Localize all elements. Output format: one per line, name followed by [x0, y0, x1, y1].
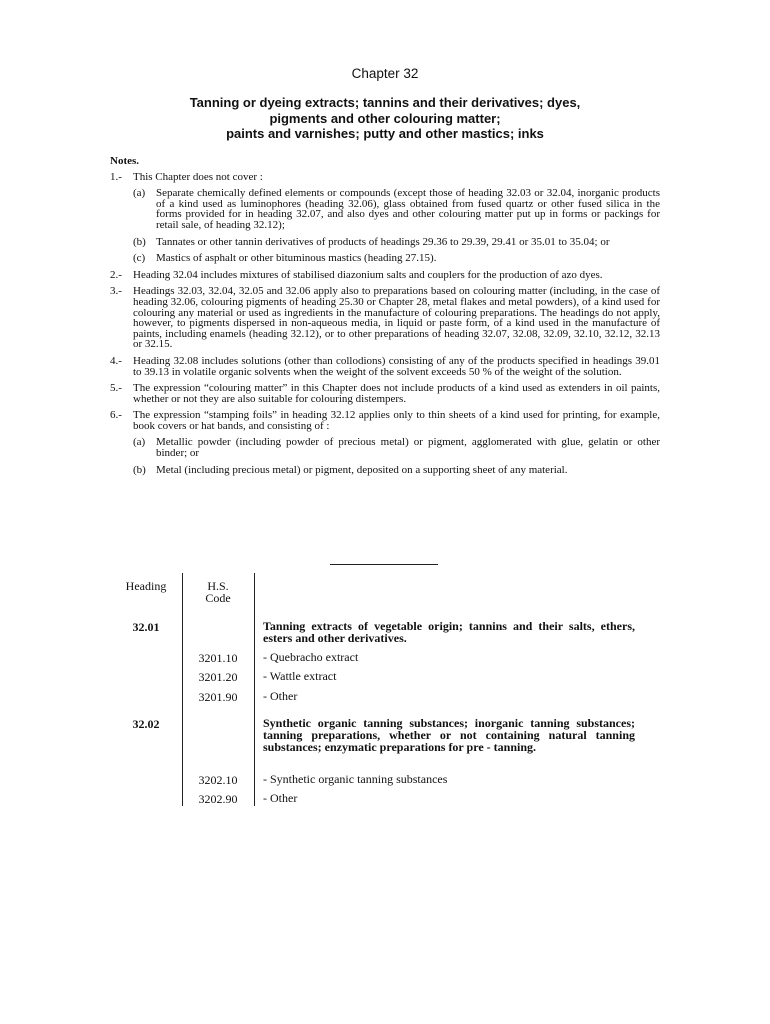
hs-header-line: H.S.: [207, 579, 229, 593]
note-text: The expression “stamping foils” in heading 32.12 applies only to thin sheets of a kind used for printing, for example, book covers or hat bands, and consisting of :: [133, 409, 660, 432]
heading-description: Tanning extracts of vegetable origin; tannins and their salts, ethers, esters and other derivatives.: [263, 619, 635, 645]
note-number: 4.-: [110, 354, 122, 367]
note-number: 3.-: [110, 285, 122, 298]
title-line: pigments and other colouring matter;: [269, 110, 501, 126]
chapter-label: Chapter 32: [351, 66, 419, 81]
hs-code: 3202.10: [198, 773, 238, 787]
note-1: [110, 172, 660, 183]
note-3: [110, 286, 660, 350]
note-1-subitems: [133, 188, 660, 264]
subitem-text: Metallic powder (including powder of precious metal) or pigment, agglomerated with glue, gelatin or other binder; or: [156, 436, 660, 460]
subitem-text: Metal (including precious metal) or pigment, deposited on a supporting sheet of any material.: [156, 463, 568, 476]
hs-code: 3201.20: [198, 670, 238, 684]
hs-description: - Other: [263, 689, 298, 703]
subitem-text: Tannates or other tannin derivatives of products of headings 29.36 to 29.39, 29.41 or 35.01 to 35.04; or: [156, 235, 610, 248]
hs-code: 3202.90: [198, 792, 238, 806]
notes-heading: Notes.: [110, 155, 140, 167]
note-text: This Chapter does not cover :: [133, 170, 263, 183]
title-line: paints and varnishes; putty and other mastics; inks: [226, 126, 544, 141]
subitem-text: Separate chemically defined elements or compounds (except those of heading 32.03 or 32.04, inorganic products of a kind used as luminophores (heading 32.06), glass obtained from fused quartz or other fused silica in the forms provided for in heading 32.07, and also dyes and other colouring matter put up in forms or packings for retail sale, of heading 32.12);: [156, 187, 660, 231]
heading-number: 32.01: [132, 620, 160, 634]
note-text: The expression “colouring matter” in this Chapter does not include products of a kind used as extenders in oil paints, whether or not they are also suitable for colouring distempers.: [133, 382, 660, 405]
chapter-title: [150, 95, 620, 142]
note-text: Heading 32.08 includes solutions (other than collodions) consisting of any of the products specified in headings 39.01 to 39.13 in volatile organic solvents when the weight of the solvent exceeds 50 % of the weight of the solution.: [133, 354, 660, 378]
subitem-number: (a): [133, 187, 146, 200]
note-6-subitems: [133, 437, 660, 475]
subitem-number: (a): [133, 436, 146, 449]
note-1-c: [133, 253, 660, 264]
hs-header-line: Code: [205, 591, 231, 605]
column-header-hs-code: [182, 580, 254, 604]
note-1-b: [133, 237, 660, 248]
title-line: Tanning or dyeing extracts; tannins and their derivatives; dyes,: [189, 95, 581, 110]
hs-description: - Synthetic organic tanning substances: [263, 772, 448, 786]
hs-description: - Other: [263, 791, 298, 805]
section-divider: [330, 564, 438, 565]
note-text: Heading 32.04 includes mixtures of stabilised diazonium salts and couplers for the production of azo dyes.: [133, 268, 603, 281]
note-1-a: [133, 188, 660, 230]
column-header-heading: Heading: [125, 579, 167, 593]
note-number: 5.-: [110, 382, 122, 395]
notes-section: [110, 156, 660, 481]
subitem-number: (b): [133, 235, 146, 248]
hs-code: 3201.10: [198, 651, 238, 665]
note-number: 2.-: [110, 268, 122, 281]
note-number: 1.-: [110, 170, 122, 183]
subitem-text: Mastics of asphalt or other bituminous mastics (heading 27.15).: [156, 252, 437, 265]
note-2: [110, 270, 660, 281]
note-4: [110, 356, 660, 377]
subitem-number: (b): [133, 463, 146, 476]
note-number: 6.-: [110, 409, 122, 422]
note-5: [110, 383, 660, 404]
note-6: [110, 410, 660, 431]
heading-number: 32.02: [132, 717, 160, 731]
hs-description: - Wattle extract: [263, 669, 337, 683]
note-text: Headings 32.03, 32.04, 32.05 and 32.06 apply also to preparations based on colouring matter (including, in the case of heading 32.06, colouring pigments of heading 25.30 or Chapter 28, metal flakes and metal powders), of a kind used for colouring any material or used as ingredients in the manufacture of colouring preparations. The headings do not apply, however, to pigments dispersed in non-aqueous media, in liquid or paste form, of a kind used in the manufacture of paints, including enamels (heading 32.12), or to other preparations of heading 32.07, 32.08, 32.09, 32.10, 32.12, 32.13 or 32.15.: [133, 285, 660, 351]
heading-description: Synthetic organic tanning substances; inorganic tanning substances; tanning preparations, whether or not containing natural tanning substances; enzymatic preparations for pre - tanning.: [263, 716, 635, 754]
hs-description: - Quebracho extract: [263, 650, 359, 664]
column-divider: [254, 573, 255, 806]
hs-code: 3201.90: [198, 690, 238, 704]
note-6-a: [133, 437, 660, 458]
note-6-b: [133, 465, 660, 476]
subitem-number: (c): [133, 252, 146, 265]
